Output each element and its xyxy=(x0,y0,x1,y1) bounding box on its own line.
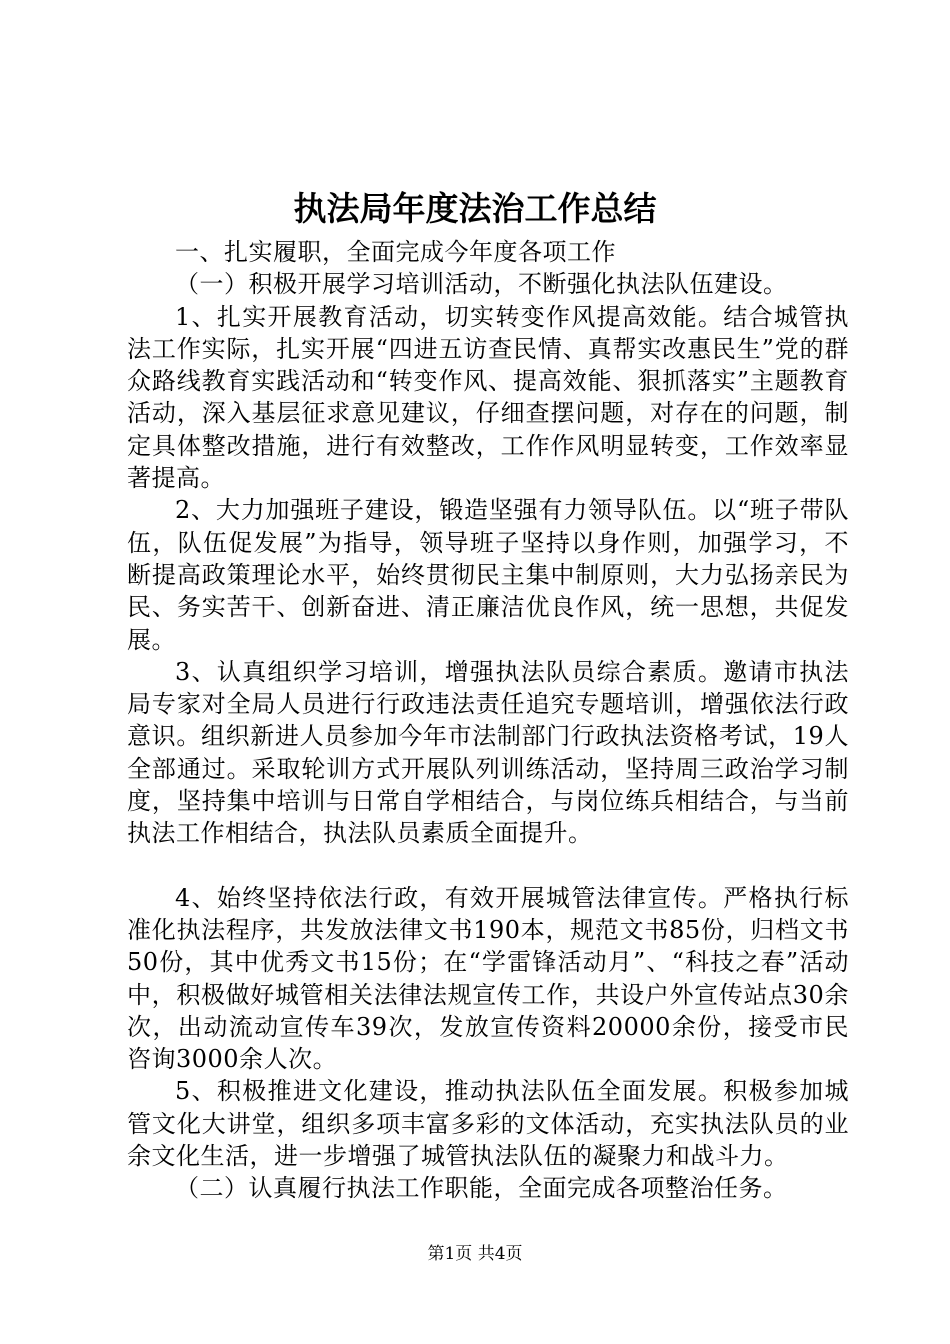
paragraph-item-5: 5、积极推进文化建设，推动执法队伍全面发展。积极参加城管文化大讲堂，组织多项丰富多彩的文体活动，充实执法队员的业余文化生活，进一步增强了城管执法队伍的凝聚力和战斗力。 xyxy=(127,1077,849,1171)
document-title: 执法局年度法治工作总结 xyxy=(293,189,657,228)
section-heading-1: 一、扎实履职，全面完成今年度各项工作 xyxy=(175,238,616,266)
paragraph-item-3: 3、认真组织学习培训，增强执法队员综合素质。邀请市执法局专家对全局人员进行行政违法责任追究专题培训，增强依法行政意识。组织新进人员参加今年市法制部门行政执法资格考试，19人全部通过。采取轮训方式开展队列训练活动，坚持周三政治学习制度，坚持集中培训与日常自学相结合，与岗位练兵相结合，与当前执法工作相结合，执法队员素质全面提升。 xyxy=(127,657,849,848)
subsection-heading-2: （二）认真履行执法工作职能，全面完成各项整治任务。 xyxy=(175,1174,788,1203)
page-footer: 第1页 共4页 xyxy=(427,1244,523,1264)
paragraph-item-2: 2、大力加强班子建设，锻造坚强有力领导队伍。以“班子带队伍，队伍促发展”为指导，领导班子坚持以身作则，加强学习，不断提高政策理论水平，始终贯彻民主集中制原则，大力弘扬亲民为民、务实苦干、创新奋进、清正廉洁优良作风，统一思想，共促发展。 xyxy=(127,496,849,654)
subsection-heading-1: （一）积极开展学习培训活动，不断强化执法队伍建设。 xyxy=(175,270,788,299)
paragraph-item-1: 1、扎实开展教育活动，切实转变作风提高效能。结合城管执法工作实际，扎实开展“四进五访查民情、真帮实改惠民生”党的群众路线教育实践活动和“转变作风、提高效能、狠抓落实”主题教育活动，深入基层征求意见建议，仔细查摆问题，对存在的问题，制定具体整改措施，进行有效整改，工作作风明显转变，工作效率显著提高。 xyxy=(127,302,849,493)
paragraph-item-4: 4、始终坚持依法行政，有效开展城管法律宣传。严格执行标准化执法程序，共发放法律文书190本，规范文书85份，归档文书50份，其中优秀文书15份；在“学雷锋活动月”、“科技之春”活动中，积极做好城管相关法律法规宣传工作，共设户外宣传站点30余次，出动流动宣传车39次，发放宣传资料20000余份，接受市民咨询3000余人次。 xyxy=(127,883,849,1074)
document-body xyxy=(127,236,849,1205)
